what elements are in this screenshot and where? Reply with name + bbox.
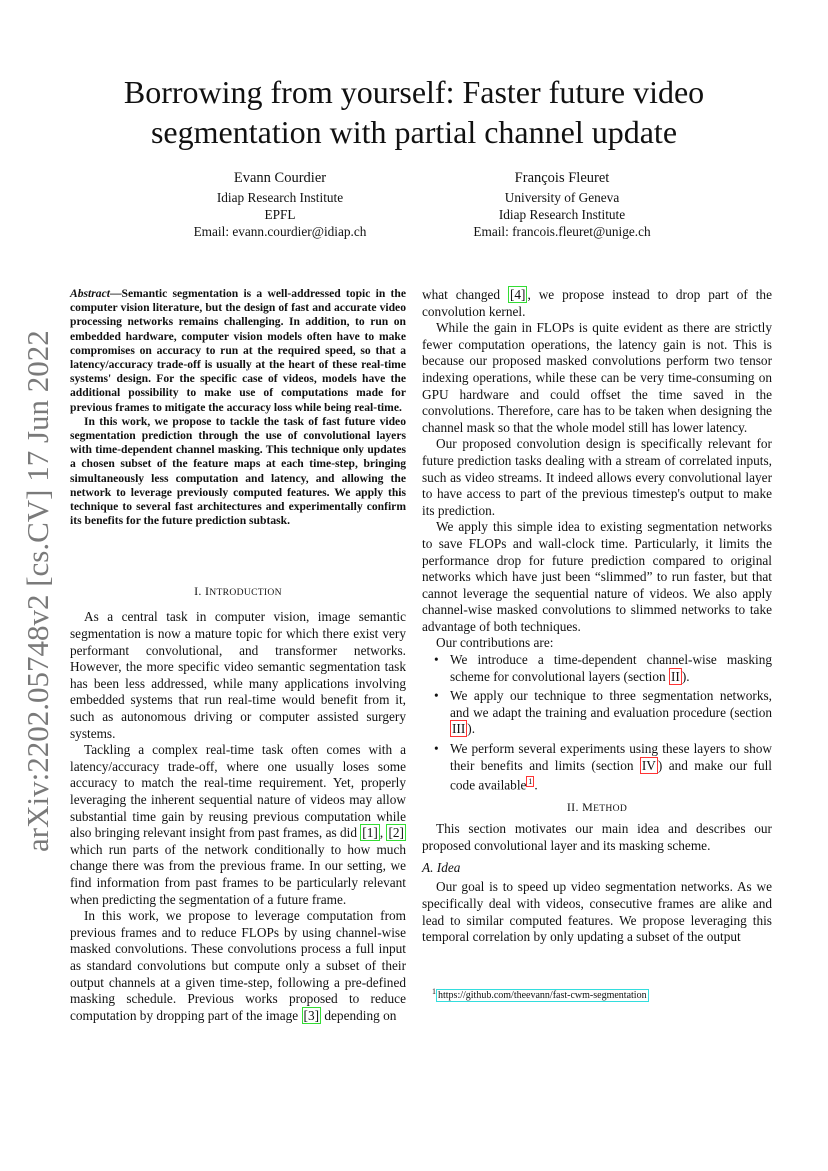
right-column xyxy=(422,287,772,946)
paper-title xyxy=(70,72,758,152)
abstract-paragraph-1: Abstract—Semantic segmentation is a well-addressed topic in the computer vision literature, but the design of fast and accurate video processing networks remains challenging. In addition, to run on embedded hardware, computer vision models often have to make compromises on accuracy to run at the required speed, so that a latency/accuracy trade-off is usually at the heart of these real-time systems' design. For the specific case of videos, models have the additional possibility to make use of computations made for previous frames to mitigate the accuracy loss while being real-time. xyxy=(70,287,406,414)
paragraph: While the gain in FLOPs is quite evident as there are strictly fewer computation operations, the latency gain is not. This is because our proposed masked convolutions perform two tensor indexing operations, while these can be very time-consuming on GPU hardware and could offset the time saved in the convolutions. Therefore, care has to be taken when designing the channel mask so that the whole model still has lower latency. xyxy=(422,320,772,435)
footnote-url-link[interactable]: https://github.com/theevann/fast-cwm-segmentation xyxy=(438,990,647,1002)
paragraph: Our goal is to speed up video segmentation networks. As we specifically deal with videos, consecutive frames are alike and lead to similar computed features. We propose leveraging this temporal correlation by only updating a subset of the output xyxy=(422,879,772,945)
author-block-2 xyxy=(432,170,692,240)
subsection-heading: A. Idea xyxy=(422,860,461,876)
author-email: Email: evann.courdier@idiap.ch xyxy=(193,224,367,239)
citation-link[interactable]: [2] xyxy=(388,825,404,841)
paragraph: Our proposed convolution design is specifically relevant for future prediction tasks dealing with a stream of correlated inputs, such as video streams. It indeed allows every convolutional layer to have access to part of the previous timestep's output to make its prediction. xyxy=(422,436,772,518)
intro-paragraph-1: As a central task in computer vision, image semantic segmentation is now a mature topic for which there exist very performant convolutional, and transformer networks. However, the more specific video semantic segmentation task has been less addressed, while many applications involving embedded systems that run real-time would benefit from it, such as autonomous driving or computer assisted surgery systems. xyxy=(70,609,406,741)
abstract-label: Abstract xyxy=(70,287,110,300)
author-email: Email: francois.fleuret@unige.ch xyxy=(473,224,651,239)
contributions-list xyxy=(422,652,772,794)
author-name: Evann Courdier xyxy=(233,170,327,186)
footnote-link[interactable]: 1 xyxy=(528,777,533,787)
list-item: • We perform several experiments using these layers to show their benefits and limits (section IV ) and make our full code available $^1$ . xyxy=(450,741,772,794)
list-item: • We apply our technique to three segmentation networks, and we adapt the training and evaluation procedure (section III ). xyxy=(450,688,772,738)
paragraph: We apply this simple idea to existing segmentation networks to save FLOPs and wall-clock time. Particularly, it limits the performance drop for future prediction compared to original networks which have just been “slimmed” to run faster, but that cannot leverage the sequential nature of videos. We also apply channel-wise masked convolutions to slimmed networks to take advantage of both techniques. xyxy=(422,519,772,634)
abstract xyxy=(70,287,406,528)
author-name: François Fleuret xyxy=(514,170,610,186)
title-line-2: segmentation with partial channel update xyxy=(150,114,678,150)
citation-link[interactable]: [1] xyxy=(362,825,378,841)
intro-paragraph-2: Tackling a complex real-time task often comes with a latency/accuracy trade-off, where one usually loses some accuracy to match the real-time requirement. Yet, properly leveraging the inherent sequential nature of videos may allow substantial time gain by reusing previous computation while also bringing relevant insight from past frames, as did [1] , [2] which run parts of the network conditionally to how much change there was from the previous frame. In our setting, we find information from past frames to be particularly relevant when predicting the segmentation of a future frame. xyxy=(70,742,406,907)
abstract-paragraph-2: In this work, we propose to tackle the task of fast future video segmentation prediction through the use of convolutional layers with time-dependent channel masking. This technique only updates a chosen subset of the feature maps at each time-step, bringing simultaneously less computation and latency, and allowing the network to leverage previously computed features. We apply this technique to several fast architectures and experimentally confirm its benefits for the future prediction subtask. xyxy=(70,414,406,528)
arxiv-identifier: arXiv:2202.05748v2 [cs.CV] 17 Jun 2022 xyxy=(20,330,55,852)
title-line-1: Borrowing from yourself: Faster future video xyxy=(123,74,705,110)
paragraph: Our contributions are: xyxy=(436,635,554,651)
footnote: $^1$ https://github.com/theevann/fast-cwm-segmentation xyxy=(432,987,647,1002)
section-link[interactable]: III xyxy=(452,721,466,737)
author-affiliation: University of Geneva xyxy=(504,190,620,205)
list-item: • We introduce a time-dependent channel-wise masking scheme for convolutional layers (section II ). xyxy=(450,652,772,685)
intro-paragraph-3: In this work, we propose to leverage computation from previous frames and to reduce FLOPs by using channel-wise masked convolutions. These convolutions process a full input as standard convolutions but compute only a subset of their output channels at a given time-step, following a pre-defined masking schedule. Previous works proposed to reduce computation by dropping part of the image [3] depending on xyxy=(70,908,406,1023)
citation-link[interactable]: [4] xyxy=(509,287,526,302)
citation-link[interactable]: [3] xyxy=(303,1007,320,1023)
author-affiliation: Idiap Research Institute xyxy=(498,207,626,222)
section-link[interactable]: II xyxy=(670,668,680,684)
section-heading-method: II. METHOD xyxy=(566,800,628,815)
section-heading-introduction: I. INTRODUCTION xyxy=(194,584,282,599)
author-block-1 xyxy=(150,170,410,240)
left-column xyxy=(70,287,406,1024)
author-affiliation: EPFL xyxy=(264,207,296,222)
author-affiliation: Idiap Research Institute xyxy=(216,190,344,205)
paragraph: what changed [4] , we propose instead to drop part of the convolution kernel. xyxy=(422,287,772,319)
section-link[interactable]: IV xyxy=(641,757,656,773)
paragraph: This section motivates our main idea and describes our proposed convolutional layer and its masking scheme. xyxy=(422,821,772,853)
